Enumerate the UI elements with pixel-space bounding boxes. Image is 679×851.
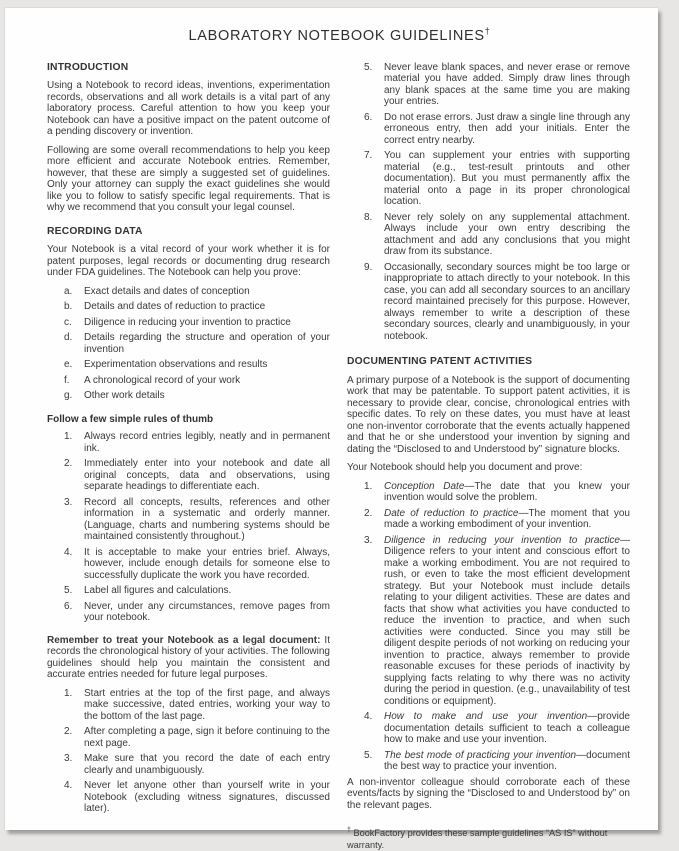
page-title: [47, 26, 632, 44]
list-marker: 4.: [64, 780, 73, 792]
list-marker: 3.: [364, 534, 373, 546]
document-page: [5, 8, 658, 850]
list-marker: e.: [64, 359, 73, 371]
list-marker: 5.: [364, 749, 373, 761]
list-item-text: You can supplement your entries with supporting material (e.g., test-result printouts and other documentation). But you must permanently affix the material onto a page in its proper chronological location.: [384, 150, 630, 208]
title-dagger-mark: †: [484, 26, 491, 36]
list-item: [347, 481, 630, 504]
list-marker: 5.: [364, 61, 373, 73]
patent-prove-list: [347, 481, 630, 773]
paragraph: Your Notebook is a vital record of your work whether it is for patent purposes, legal records or documenting drug research under FDA guidelines. The Notebook can help you prove:: [47, 244, 330, 279]
list-item-text: Always record entries legibly, neatly and in permanent ink.: [84, 431, 330, 454]
list-item-text: Other work details: [84, 390, 165, 402]
list-marker: 6.: [364, 111, 373, 123]
list-item: [47, 458, 330, 493]
list-marker: g.: [64, 390, 73, 402]
term-definition: —The moment that you made a working embodiment of your invention.: [384, 507, 630, 531]
list-item-text: Record all concepts, results, references and other information in a systematic and orderly manner. (Language, charts and numbering systems should be maintained consistently throughout.): [84, 496, 330, 543]
paragraph: Following are some overall recommendations to help you keep more efficient and accurate Notebook entries. Remember, however, that these are simply a suggested set of guidelines. Only your attorney can supply the exact guidelines she would like you to follow to satisfy specific legal requirements. That is why we recommend that you consult your legal counsel.: [47, 144, 330, 214]
list-item-text: Make sure that you record the date of each entry clearly and unambiguously.: [84, 753, 330, 776]
list-item-text: Immediately enter into your notebook and date all original concepts, data and observations, using separate headings to differentiate each.: [84, 458, 330, 493]
prove-list: [47, 286, 330, 402]
legal-document-lead: Remember to treat your Notebook as a legal document:: [47, 634, 321, 646]
list-item-text: [384, 750, 630, 773]
list-item-text: Never let anyone other than yourself write in your Notebook (excluding witness signatures, discussed later).: [84, 780, 330, 815]
list-item-text: Experimentation observations and results: [84, 359, 268, 371]
list-marker: 2.: [64, 726, 73, 738]
term-italic: Conception Date: [384, 480, 465, 492]
list-item-text: Exact details and dates of conception: [84, 285, 250, 297]
list-item: [47, 688, 330, 723]
list-item-text: Never, under any circumstances, remove pages from your notebook.: [84, 600, 330, 624]
list-marker: 3.: [64, 753, 73, 765]
list-marker: 1.: [64, 687, 73, 699]
list-item: [47, 601, 330, 624]
term-definition: —provide documentation details sufficient to teach a colleague how to make and use your invention.: [384, 711, 630, 746]
list-item-text: Details regarding the structure and operation of your invention: [84, 332, 330, 355]
list-marker: 2.: [364, 507, 373, 519]
list-marker: 3.: [64, 496, 73, 508]
list-item: [347, 508, 630, 531]
list-marker: f.: [64, 374, 70, 386]
list-item-text: Never leave blank spaces, and never erase or remove material you have added. Simply draw lines through any blank spaces at the same time you are making your entries.: [384, 61, 630, 108]
section-heading-recording-data: RECORDING DATA: [47, 225, 143, 237]
list-marker: 7.: [364, 150, 373, 162]
list-item: [47, 317, 330, 329]
list-item: [347, 750, 630, 773]
legal-document-rest: It records the chronological history of your activities. The following guidelines should help you maintain the consistent and accurate entries needed for future legal purposes.: [47, 634, 330, 681]
term-italic: Diligence in reducing your invention to practice: [384, 534, 620, 546]
section-introduction: [47, 62, 330, 214]
list-item-text: [384, 711, 630, 746]
list-item: [347, 262, 630, 343]
list-item: [47, 497, 330, 543]
rules-list: [47, 431, 330, 624]
list-marker: d.: [64, 332, 73, 344]
closing-paragraph: A non-inventor colleague should corroborate each of these events/facts by signing the “Disclosed to and Understood by” on the relevant pages.: [347, 776, 630, 811]
list-item: [347, 711, 630, 746]
list-item: [347, 112, 630, 147]
list-marker: a.: [64, 285, 73, 297]
list-marker: c.: [64, 316, 72, 328]
term-definition: —The date that you knew your invention would solve the problem.: [384, 480, 631, 504]
list-item-text: Diligence in reducing your invention to practice: [84, 316, 291, 328]
section-documenting-patent: [347, 356, 630, 811]
list-marker: 1.: [64, 431, 73, 443]
list-marker: 6.: [64, 600, 73, 612]
term-italic: How to make and use your invention: [384, 711, 588, 723]
list-marker: 9.: [364, 261, 373, 273]
list-item: [47, 286, 330, 298]
footnote-text: BookFactory provides these sample guidelines “AS IS” without warranty.: [347, 828, 608, 850]
list-item: [47, 780, 330, 815]
list-marker: 8.: [364, 211, 373, 223]
list-marker: b.: [64, 301, 73, 313]
footnote-dagger-mark: †: [347, 827, 351, 835]
footnote: [347, 825, 630, 851]
list-item: [47, 431, 330, 454]
legal-list-right: [347, 62, 630, 343]
list-item-text: Details and dates of reduction to practice: [84, 301, 266, 313]
list-item: [347, 150, 630, 208]
list-item: [347, 535, 630, 708]
list-item-text: Start entries at the top of the first page, and always make successive, dated entries, working your way to the bottom of the last page.: [84, 687, 330, 722]
term-italic: Date of reduction to practice: [384, 507, 519, 519]
paragraph: A primary purpose of a Notebook is the support of documenting work that may be patentable. To support patent activities, it is necessary to provide clear, concise, chronological entries with specific dates. To rely on these dates, you must have at least one non-inventor corroborate that the events actually happened and that he or she understood your invention by signing and dating the “Disclosed to and Understood by” signature blocks.: [347, 374, 630, 455]
list-item: [47, 726, 330, 749]
list-item-text: Label all figures and calculations.: [84, 585, 232, 597]
list-item: [47, 585, 330, 597]
list-item: [47, 390, 330, 402]
section-recording-data: [47, 226, 330, 815]
list-item: [47, 332, 330, 355]
two-column-layout: [47, 62, 632, 851]
list-item: [47, 359, 330, 371]
list-item: [347, 62, 630, 108]
term-definition: —Diligence refers to your intent and conscious effort to make a working embodiment. You are not required to rush, or even to take the most efficient development strategy. But your Notebook must include details relating to your diligent activities. These are dates and facts that show what activities you have conducted to reduce the invention to practice, and when such activities were conducted. Since you may still be diligent despite periods of not working on reducing your invention to practice, always remember to provide reasonable excuses for these periods of inactivity by supplying facts relating to why there was no activity during the period in question. (e.g., unavailability of test conditions or equipment).: [384, 534, 630, 707]
list-marker: 2.: [64, 458, 73, 470]
right-column: [347, 62, 630, 851]
list-marker: 1.: [364, 480, 373, 492]
left-column: [47, 62, 330, 851]
legal-list-left: [47, 688, 330, 815]
term-definition: —document the best way to practice your invention.: [384, 749, 630, 773]
list-item-text: Occasionally, secondary sources might be too large or inappropriate to attach directly to your notebook. In this case, you can add all secondary sources to an ancillary record maintained precisely for this purpose. However, always remember to write a description of these secondary sources, clearly and unambiguously, in your notebook.: [384, 261, 630, 342]
section-heading-documenting-patent: DOCUMENTING PATENT ACTIVITIES: [347, 356, 533, 368]
list-item: [47, 301, 330, 313]
list-marker: 4.: [64, 546, 73, 558]
subheading-rules-of-thumb: Follow a few simple rules of thumb: [47, 413, 214, 425]
paragraph: Your Notebook should help you document and prove:: [347, 462, 583, 474]
list-item: [47, 753, 330, 776]
page-title-text: LABORATORY NOTEBOOK GUIDELINES: [188, 27, 485, 44]
section-heading-introduction: INTRODUCTION: [47, 61, 129, 73]
list-item-text: Do not erase errors. Just draw a single line through any erroneous entry, then add your initials. Enter the correct entry nearby.: [384, 111, 630, 146]
list-item: [47, 547, 330, 582]
list-marker: 5.: [64, 585, 73, 597]
list-item-text: [384, 481, 630, 504]
paragraph: Using a Notebook to record ideas, inventions, experimentation records, observations and all work details is a vital part of any laboratory process. Careful attention to how you keep your Notebook can have a positive impact on the patent outcome of a pending discovery or invention.: [47, 80, 330, 138]
list-item-text: Never rely solely on any supplemental attachment. Always include your own entry describing the attachment and add any conclusions that you might draw from its substance.: [384, 211, 630, 258]
term-italic: The best mode of practicing your invention: [384, 749, 577, 761]
list-item: [47, 375, 330, 387]
legal-document-paragraph: [47, 635, 330, 681]
list-item-text: A chronological record of your work: [84, 374, 241, 386]
list-item-text: [384, 535, 630, 708]
list-marker: 4.: [364, 711, 373, 723]
list-item-text: [384, 508, 630, 531]
list-item: [347, 212, 630, 258]
list-item-text: It is acceptable to make your entries brief. Always, however, include enough details for someone else to successfully duplicate the work you have recorded.: [84, 546, 330, 581]
list-item-text: After completing a page, sign it before continuing to the next page.: [84, 726, 330, 749]
